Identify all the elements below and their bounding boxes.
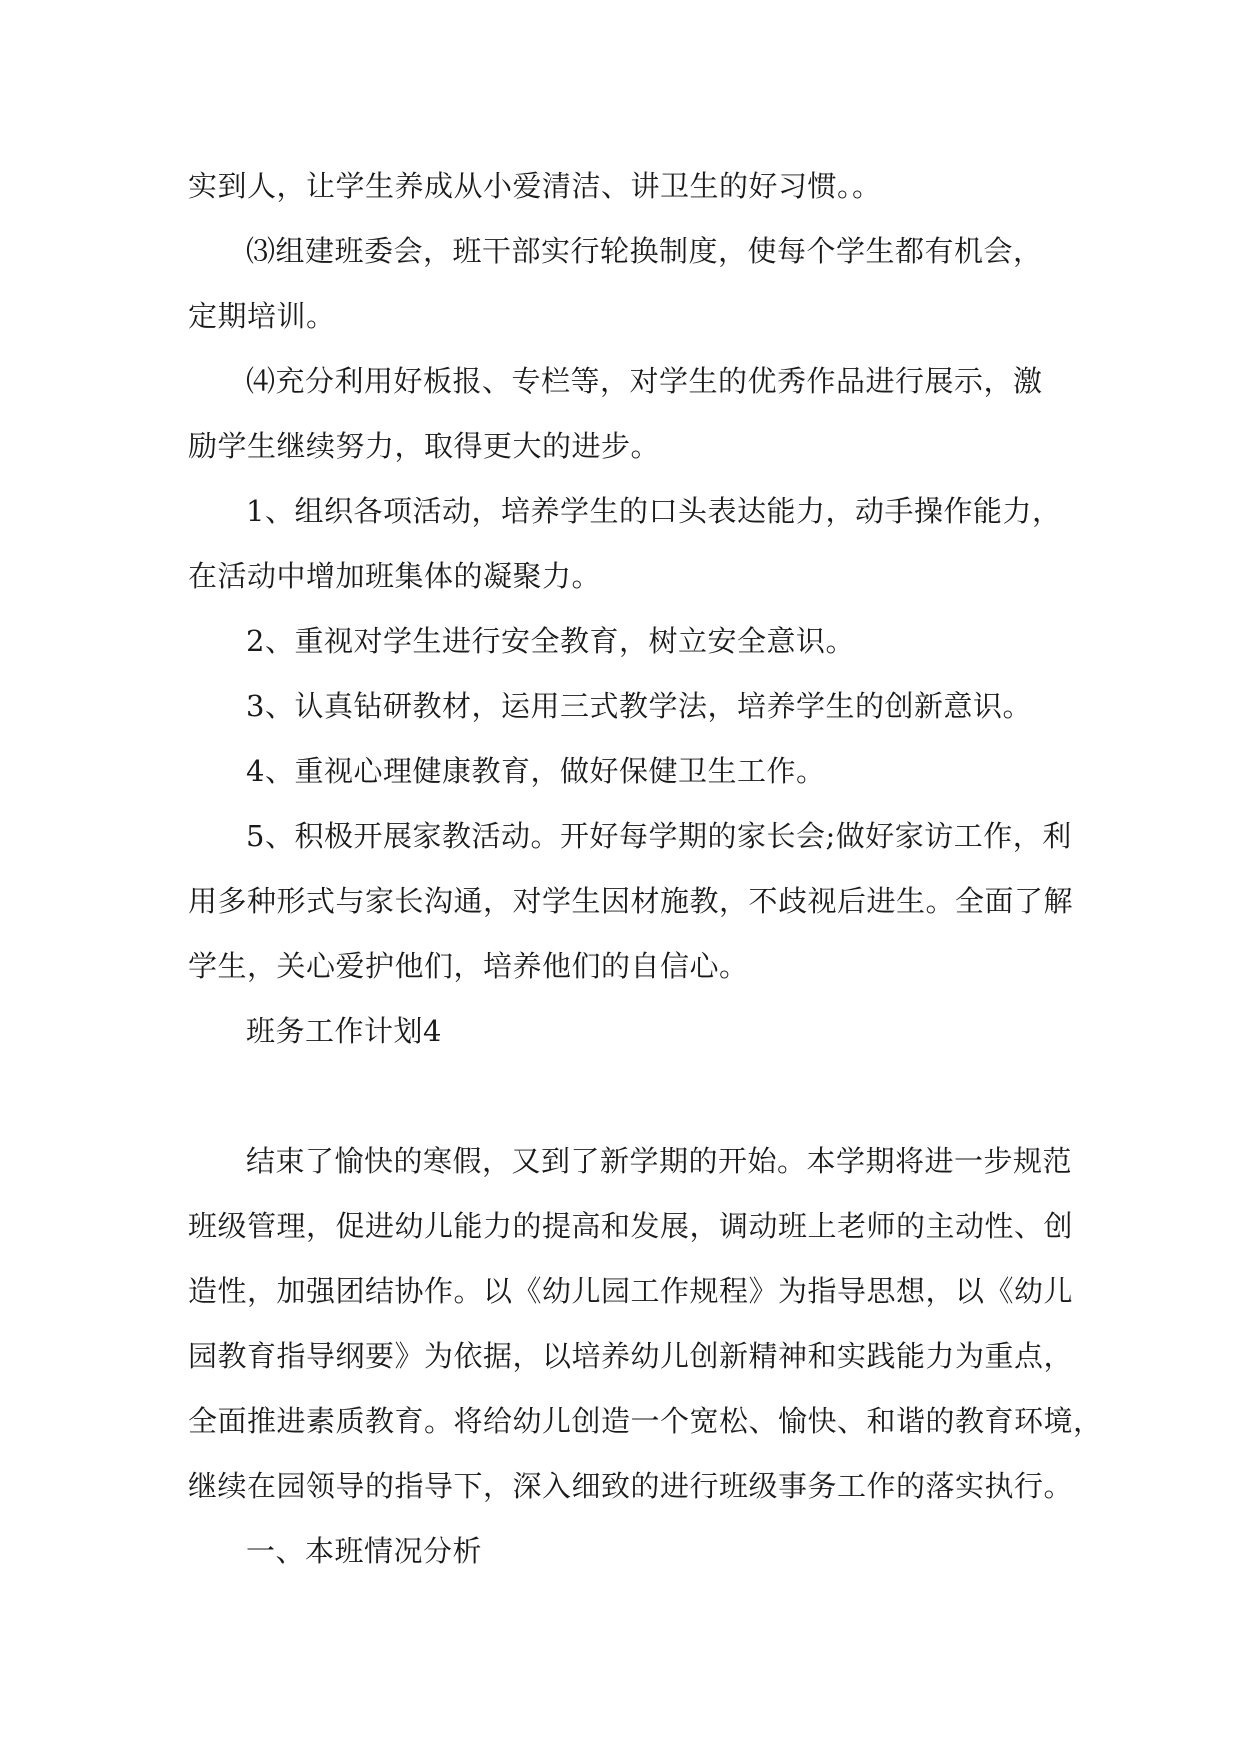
- subsection-heading: 一、本班情况分析: [246, 1534, 483, 1568]
- text-line: 2、重视对学生进行安全教育，树立安全意识。: [246, 624, 855, 658]
- text-line: 3、认真钻研教材，运用三式教学法，培养学生的创新意识。: [246, 689, 1032, 723]
- text-line: 继续在园领导的指导下，深入细致的进行班级事务工作的落实执行。: [188, 1469, 1074, 1503]
- text-line: 全面推进素质教育。将给幼儿创造一个宽松、愉快、和谐的教育环境，: [188, 1404, 1103, 1438]
- text-line: 学生，关心爱护他们，培养他们的自信心。: [188, 949, 749, 983]
- section-heading: 班务工作计划4: [246, 1014, 442, 1048]
- text-line: 定期培训。: [188, 299, 336, 333]
- text-line: 园教育指导纲要》为依据，以培养幼儿创新精神和实践能力为重点，: [188, 1339, 1074, 1373]
- text-line: ⑶组建班委会，班干部实行轮换制度，使每个学生都有机会，: [246, 234, 1043, 268]
- text-line: 4、重视心理健康教育，做好保健卫生工作。: [246, 754, 826, 788]
- text-line: 在活动中增加班集体的凝聚力。: [188, 559, 602, 593]
- text-line: 班级管理，促进幼儿能力的提高和发展，调动班上老师的主动性、创: [188, 1209, 1074, 1243]
- text-line: 励学生继续努力，取得更大的进步。: [188, 429, 661, 463]
- text-line: 1、组织各项活动，培养学生的口头表达能力，动手操作能力，: [246, 494, 1062, 528]
- text-line: 造性，加强团结协作。以《幼儿园工作规程》为指导思想，以《幼儿: [188, 1274, 1074, 1308]
- text-line: 实到人，让学生养成从小爱清洁、讲卫生的好习惯。。: [188, 169, 882, 203]
- text-line: ⑷充分利用好板报、专栏等，对学生的优秀作品进行展示，激: [246, 364, 1043, 398]
- text-line: 5、积极开展家教活动。开好每学期的家长会;做好家访工作，利: [246, 819, 1072, 853]
- text-line: 用多种形式与家长沟通，对学生因材施教，不歧视后进生。全面了解: [188, 884, 1074, 918]
- text-line: 结束了愉快的寒假，又到了新学期的开始。本学期将进一步规范: [246, 1144, 1073, 1178]
